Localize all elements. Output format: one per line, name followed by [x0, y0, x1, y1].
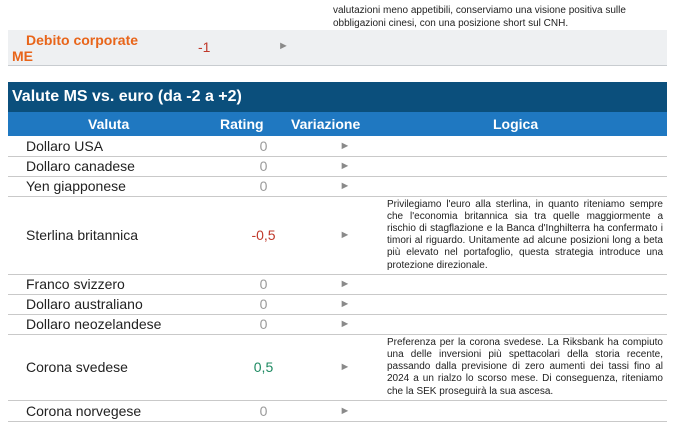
table-row	[8, 314, 667, 334]
currency-logic	[384, 274, 667, 294]
currency-name: Franco svizzero	[8, 274, 221, 294]
currency-logic	[384, 294, 667, 314]
play-arrow-icon: ►	[306, 334, 384, 400]
play-arrow-icon: ►	[306, 294, 384, 314]
column-header-currency: Valuta	[88, 116, 130, 132]
currency-logic	[384, 400, 667, 421]
currency-rating: 0	[221, 400, 306, 421]
table-row	[8, 176, 667, 196]
table-row	[8, 400, 667, 421]
currency-name: Sterlina britannica	[8, 196, 221, 274]
currency-rating: 0	[221, 314, 306, 334]
currency-logic	[384, 314, 667, 334]
currency-name: Dollaro australiano	[8, 294, 221, 314]
column-header-row	[8, 112, 667, 136]
currency-name: Corona norvegese	[8, 400, 221, 421]
currency-logic: Privilegiamo l'euro alla sterlina, in quanto riteniamo sempre che l'economia britannica sia tra quelle maggiormente a rischio di stagflazione e la Banca d'Inghilterra ha confermato i timori al riguardo. Unitamente ad alcune posizioni long a beta più elevato nel portafoglio, questa strategia introduce una protezione direzionale.	[384, 196, 667, 274]
play-arrow-icon: ►	[306, 274, 384, 294]
table-row	[8, 156, 667, 176]
currency-name: Dollaro canadese	[8, 156, 221, 176]
currency-rating: 0	[221, 136, 306, 156]
debito-corporate-rating: -1	[198, 39, 211, 55]
table-row	[8, 274, 667, 294]
debito-corporate-row	[8, 30, 667, 66]
column-header-rating: Rating	[220, 116, 264, 132]
currency-rating: 0	[221, 156, 306, 176]
play-arrow-icon: ►	[306, 196, 384, 274]
currency-name: Dollaro USA	[8, 136, 221, 156]
currency-rating: 0	[221, 274, 306, 294]
play-arrow-icon: ►	[306, 176, 384, 196]
currency-table	[8, 136, 667, 422]
debito-corporate-label: Debito corporate	[26, 32, 139, 48]
play-arrow-icon: ►	[306, 314, 384, 334]
currency-rating: 0,5	[221, 334, 306, 400]
table-row	[8, 294, 667, 314]
section-title: Valute MS vs. euro (da -2 a +2)	[8, 82, 667, 112]
currency-rating: 0	[221, 176, 306, 196]
currency-logic	[384, 156, 667, 176]
currency-logic: Preferenza per la corona svedese. La Riksbank ha compiuto una delle inversioni più spettacolari della storia recente, passando dalla previsione di zero aumenti dei tassi fino al 2024 a un rialzo lo scorso mese. Di conseguenza, riteniamo che la SEK proseguirà la sua ascesa.	[384, 334, 667, 400]
currency-rating: 0	[221, 294, 306, 314]
currency-logic	[384, 176, 667, 196]
currency-name: Corona svedese	[8, 334, 221, 400]
currency-logic	[384, 136, 667, 156]
debito-corporate-label-me: ME	[12, 48, 33, 64]
currency-name: Yen giapponese	[8, 176, 221, 196]
play-arrow-icon: ►	[306, 156, 384, 176]
table-row	[8, 196, 667, 274]
play-arrow-icon: ►	[278, 40, 289, 52]
previous-logic-text: valutazioni meno appetibili, conserviamo una visione positiva sulle obbligazioni cinesi, con una posizione short sul CNH.	[333, 5, 626, 29]
table-row	[8, 136, 667, 156]
play-arrow-icon: ►	[306, 400, 384, 421]
column-header-logic: Logica	[493, 116, 539, 132]
currency-name: Dollaro neozelandese	[8, 314, 221, 334]
column-header-change: Variazione	[291, 116, 361, 132]
currency-rating: -0,5	[221, 196, 306, 274]
table-row	[8, 334, 667, 400]
play-arrow-icon: ►	[306, 136, 384, 156]
